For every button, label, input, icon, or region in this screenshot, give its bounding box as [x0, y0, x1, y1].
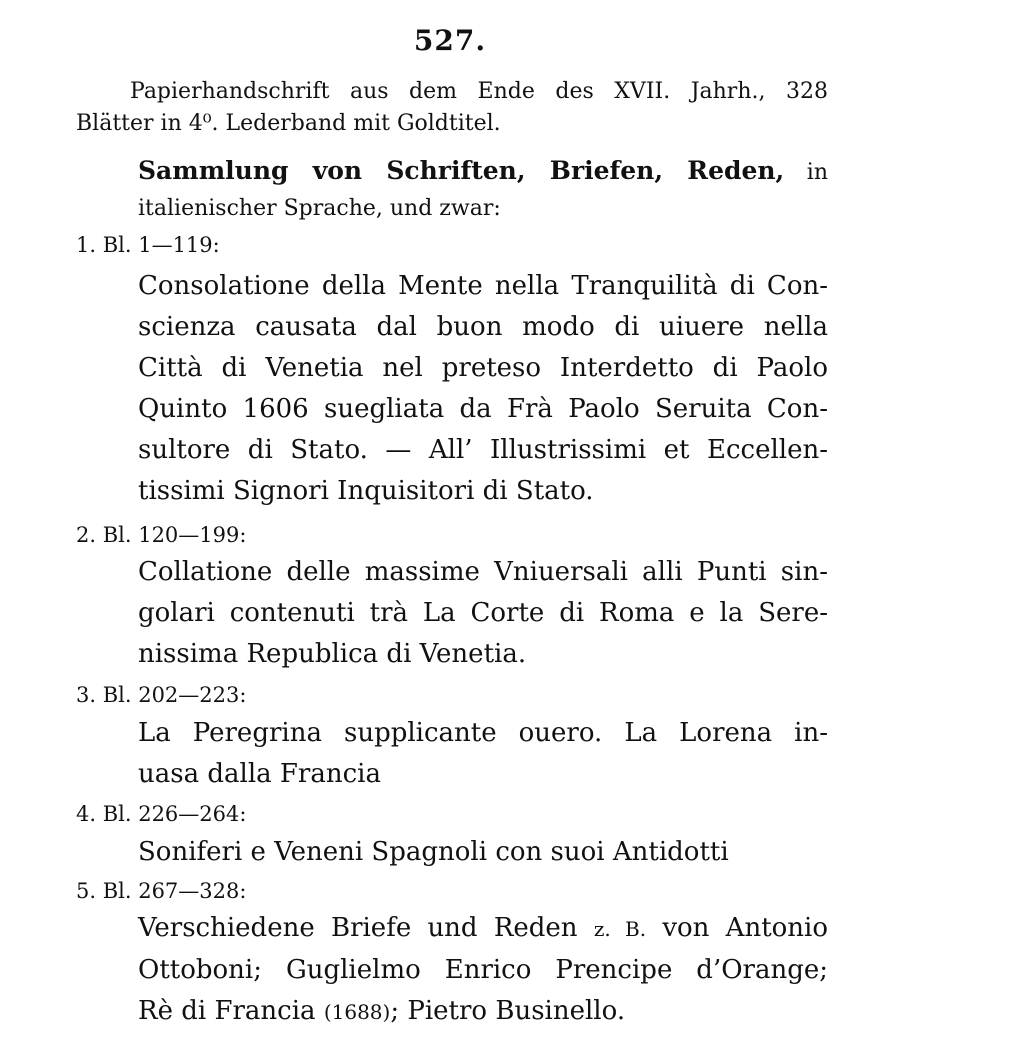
item-2-line: golari contenuti trà La Corte di Roma e la Sere- [138, 598, 828, 628]
item-5-abbreviation: z. B. [593, 917, 647, 941]
item-5-text [138, 908, 828, 1033]
item-1-line: Quinto 1606 suegliata da Frà Paolo Seruita Con- [138, 394, 828, 424]
item-1-folio: 1. Bl. 1—119: [76, 233, 220, 257]
description-line-2: Blätter in 4⁰. Lederband mit Goldtitel. [76, 111, 501, 136]
item-1-text [138, 266, 828, 512]
item-4-folio: 4. Bl. 226—264: [76, 802, 247, 826]
collection-title-line [138, 152, 828, 192]
item-5-line [138, 991, 828, 1033]
item-5-line [138, 908, 828, 950]
item-5-text-part: von Antonio [662, 913, 829, 943]
item-4-text [138, 832, 828, 873]
item-2-folio: 2. Bl. 120—199: [76, 523, 247, 547]
manuscript-description [76, 76, 828, 140]
item-5-line: Ottoboni; Guglielmo Enrico Prencipe d’Orange; [138, 955, 828, 985]
item-1-line: sultore di Stato. — All’ Illustrissimi et Eccellen- [138, 435, 828, 465]
item-3-text [138, 713, 828, 795]
item-2-text [138, 552, 828, 675]
item-4-line: Soniferi e Veneni Spagnoli con suoi Antidotti [138, 837, 729, 867]
item-3-line: La Peregrina supplicante ouero. La Lorena in- [138, 718, 828, 748]
item-5-year: (1688) [323, 1000, 391, 1024]
collection-heading [138, 152, 828, 226]
item-1-line: tissimi Signori Inquisitori di Stato. [138, 476, 594, 506]
item-2-line: Collatione delle massime Vniuersali alli Punti sin- [138, 557, 828, 587]
description-line-1: Papierhandschrift aus dem Ende des XVII. Jahrh., 328 [130, 79, 828, 104]
page-number: 527. [413, 24, 487, 57]
item-1-line: Città di Venetia nel preteso Interdetto di Paolo [138, 353, 828, 383]
item-3-line: uasa dalla Francia [138, 759, 381, 789]
collection-subtitle: italienischer Sprache, und zwar: [138, 196, 501, 221]
collection-title: Sammlung von Schriften, Briefen, Reden, [138, 156, 785, 185]
collection-title-rest: in [784, 160, 828, 185]
item-1-line: Consolatione della Mente nella Tranquilità di Con- [138, 271, 828, 301]
item-3-folio: 3. Bl. 202—223: [76, 683, 247, 707]
item-5-folio: 5. Bl. 267—328: [76, 879, 247, 903]
item-1-line: scienza causata dal buon modo di uiuere nella [138, 312, 828, 342]
item-2-line: nissima Republica di Venetia. [138, 639, 527, 669]
item-5-text-part: Verschiedene Briefe und Reden [138, 913, 578, 943]
item-5-text-part: Rè di Francia [138, 996, 316, 1026]
item-5-text-part: ; Pietro Businello. [390, 996, 626, 1026]
